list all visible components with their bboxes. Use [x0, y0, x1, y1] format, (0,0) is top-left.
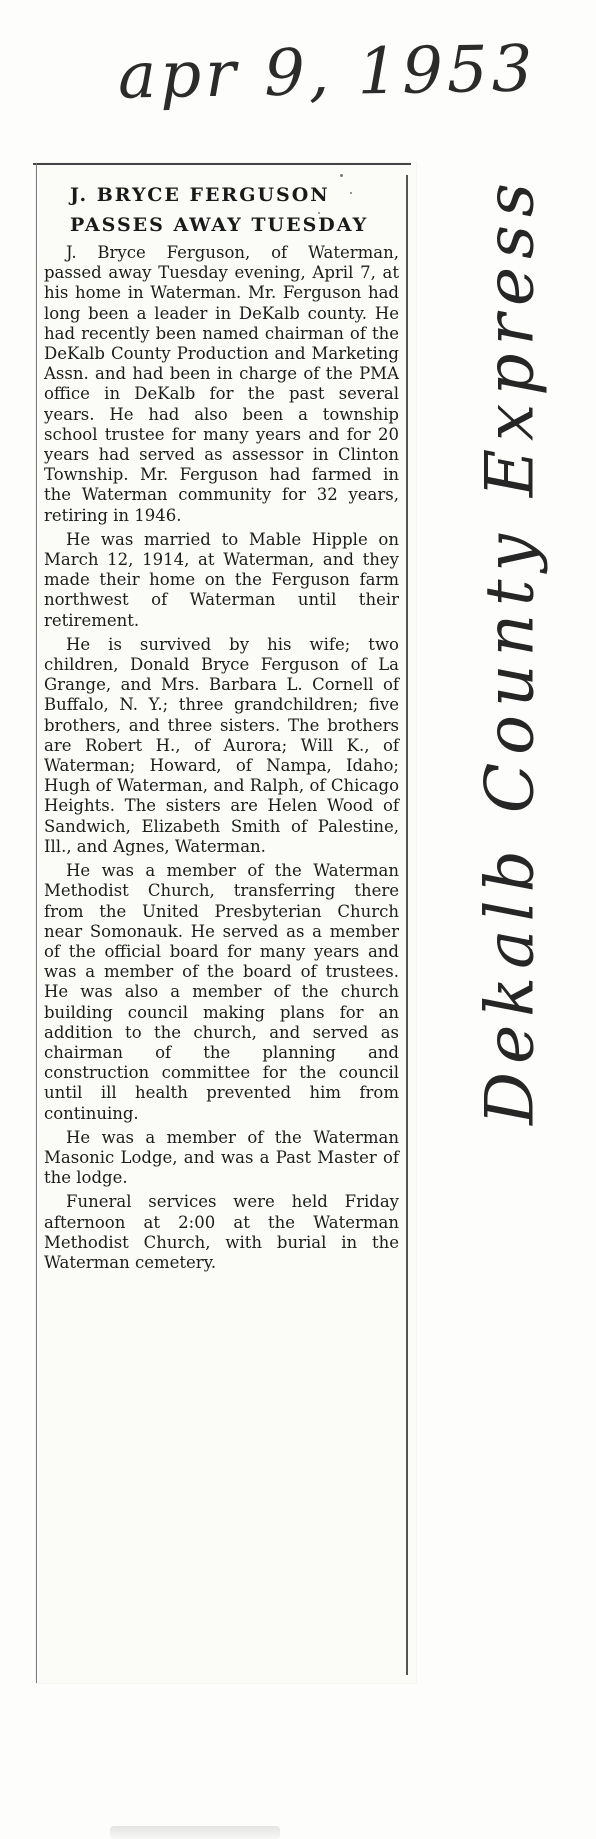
handwritten-source-note: Dekalb County Express [471, 175, 549, 1125]
article-paragraph: He was a member of the Waterman Masonic Lodge, and was a Past Master of the lodge. [44, 1127, 399, 1188]
ink-speck [318, 212, 320, 214]
headline-line-1: J. BRYCE FERGUSON [70, 184, 330, 206]
headline-line-2: PASSES AWAY TUESDAY [70, 214, 369, 236]
article-paragraph: Funeral services were held Friday afternoon at 2:00 at the Waterman Methodist Church, with burial in the Waterman cemetery. [44, 1192, 399, 1272]
clipping-left-edge [36, 163, 37, 1683]
article-paragraph: He was married to Mable Hipple on March 12, 1914, at Waterman, and they made their home on the Ferguson farm northwest of Waterman until their retirement. [44, 529, 399, 630]
column-rule [406, 175, 408, 1675]
handwritten-date: apr 9, 1953 [117, 32, 537, 114]
ink-speck [350, 192, 352, 194]
ink-speck [340, 174, 343, 177]
bottom-smudge [110, 1826, 280, 1839]
article-paragraph: He was a member of the Waterman Methodist Church, transferring there from the United Presbyterian Church near Somonauk. He served as a member of the official board for many years and was a member of the board of trustees. He was also a member of the church building council making plans for an addition to the church, and served as chairman of the planning and construction committee for the council until ill health prevented him from continuing. [44, 861, 399, 1123]
article-paragraph: J. Bryce Ferguson, of Waterman, passed away Tuesday evening, April 7, at his home in Waterman. Mr. Ferguson had long been a leader in DeKalb county. He had recently been named chairman of the DeKalb County Production and Marketing Assn. and had been in charge of the PMA office in DeKalb for the past several years. He had also been a township school trustee for many years and for 20 years had served as assessor in Clinton Township. Mr. Ferguson had farmed in the Waterman community for 32 years, retiring in 1946. [44, 243, 399, 525]
article-headline [70, 180, 400, 240]
article-paragraph: He is survived by his wife; two children, Donald Bryce Ferguson of La Grange, and Mrs. Barbara L. Cornell of Buffalo, N. Y.; three grandchildren; five brothers, and three sisters. The brothers are Robert H., of Aurora; Will K., of Waterman; Howard, of Nampa, Idaho; Hugh of Waterman, and Ralph, of Chicago Heights. The sisters are Helen Wood of Sandwich, Elizabeth Smith of Palestine, Ill., and Agnes, Waterman. [44, 634, 399, 856]
article-body [44, 243, 399, 1277]
clipping-top-rule [33, 163, 411, 165]
